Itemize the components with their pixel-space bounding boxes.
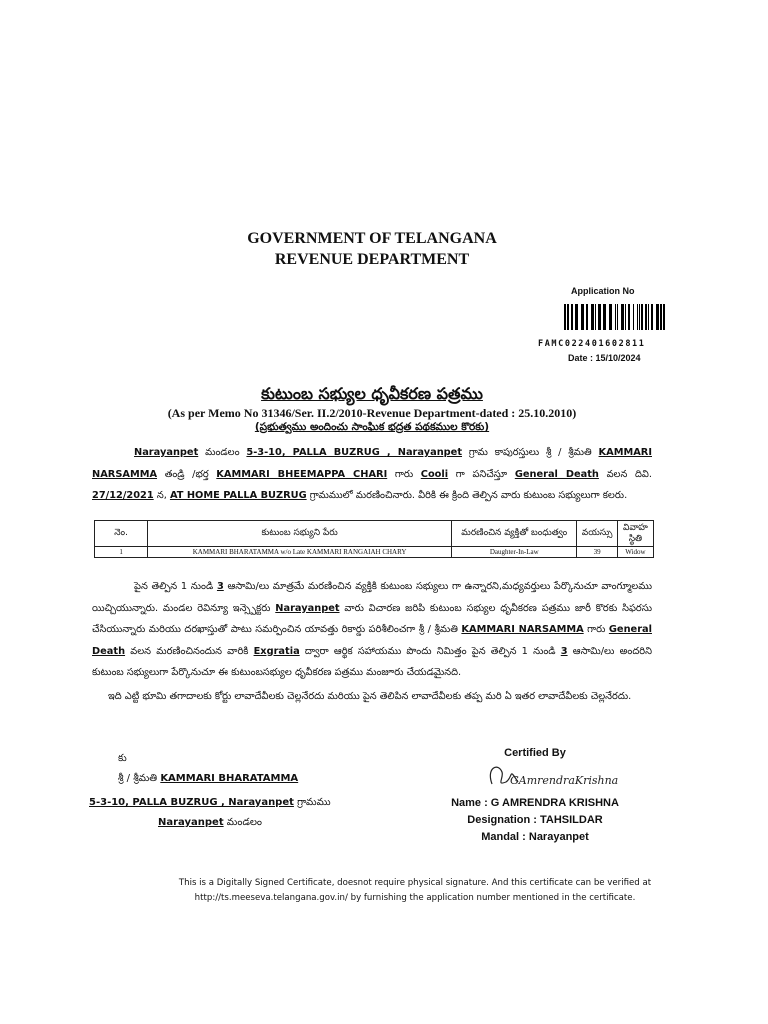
tahsildar-signature [484, 758, 619, 794]
scheme-name: Exgratia [253, 645, 300, 657]
government-name: GOVERNMENT OF TELANGANA [247, 230, 497, 247]
deceased-name: KAMMARI NARSAMMA [92, 447, 652, 480]
document-header [0, 228, 744, 270]
address: 5-3-10, PALLA BUZRUG , Narayanpet [246, 447, 463, 458]
text: మండలం [198, 447, 247, 458]
recipient-mandal-line [158, 816, 262, 830]
officer-designation: Designation : TAHSILDAR [467, 814, 603, 826]
column-header: వయస్సు [577, 521, 617, 547]
text: మండలం [223, 817, 262, 828]
digital-signature-note: This is a Digitally Signed Certificate, doesnot require physical signature. And this certificate can be verified at http://ts.meeseva.telangana.gov.in/ by furnishing the application number mentioned in the certificate. [178, 878, 652, 903]
table-cell: 39 [577, 547, 617, 558]
signature-text: GAmrendraKrishna [510, 774, 619, 787]
validity-paragraph: ఇది ఎట్టి భూమి తగాదాలకు కోర్టు లావాదేవీలకు చెల్లనేరదు మరియు పైన తెలిపిన లావాదేవీలకు తప్ప మరి ఏ ఇతర లావాదేవీలకు చెల్లనేరదు. [108, 691, 632, 702]
text: ఆసామి/లు మాత్రమే మరణించిన వ్యక్తికి కుటుంబ సభ్యులు గా ఉన్నారని,మధ్యవర్తులు పేర్కొనుచూ వాంగ్మూలము యిచ్చియున్నారు. మండల రెవిన్యూ ఇన్స్పెక్టరు [92, 581, 652, 614]
certificate-purpose: (ప్రభుత్వము అందించు సాంఘిక భద్రత పథకముల కొరకు) [254, 421, 490, 433]
date-of-death: 27/12/2021 [92, 490, 154, 501]
table-cell: KAMMARI BHARATAMMA w/o Late KAMMARI RANGAIAH CHARY [148, 547, 452, 558]
text: గా పనిచేస్తూ [448, 468, 515, 480]
recipient-mandal: Narayanpet [158, 817, 224, 828]
column-header: వివాహ స్థితి [617, 521, 653, 547]
text: గారు [387, 468, 421, 480]
table-cell: Daughter-In-Law [452, 547, 577, 558]
application-number-label: Application No [571, 286, 635, 296]
member-count: 3 [560, 645, 568, 657]
text: ద్వారా ఆర్థిక సహాయము పొందు నిమిత్తం పైన తెల్పిన 1 నుండి [299, 645, 561, 657]
table-cell: 1 [95, 547, 148, 558]
cause-of-death: General Death [92, 624, 652, 657]
cause-of-death: General Death [514, 468, 599, 480]
text: వారు విచారణ జరిపి కుటుంబ సభ్యుల ధృవీకరణ పత్రము జారీ కొరకు సిఫరసు చేసియున్నారు మరియు దరఖాస్తుతో పాటు సమర్పించిన యావత్తు రికార్డు పరిశీలించగా శ్రీ / శ్రీమతి [92, 602, 653, 635]
application-number: FAMC022401602811 [538, 339, 646, 349]
text: తండ్రి /భర్త [157, 468, 217, 480]
table-row [95, 547, 654, 558]
text: గ్రామ కాపురస్తులు శ్రీ / శ్రీమతి [462, 447, 599, 458]
verification-paragraph [92, 576, 652, 684]
recipient-to: కు [118, 753, 127, 764]
father-name: KAMMARI BHEEMAPPA CHARI [216, 468, 388, 480]
text: ఆసామి/లు అందరిని కుటుంబ సభ్యులుగా పేర్కొనుచూ ఈ కుటుంబసభ్యుల ధృవీకరణ పత్రము మంజూరు చేయడమైనది. [92, 645, 652, 678]
text: శ్రీ / శ్రీమతి [118, 773, 161, 784]
text: వలన మరణించినందున వారికి [125, 645, 254, 657]
text: పైన తెల్పిన 1 నుండి [134, 581, 217, 592]
mandal-name: Narayanpet [134, 447, 199, 458]
column-header: నెం. [95, 521, 148, 547]
text: గారు [583, 624, 609, 635]
recipient-address-line [89, 796, 331, 810]
application-barcode [563, 304, 667, 330]
column-header: కుటుంబ సభ్యుని పేరు [148, 521, 452, 547]
place-of-death: AT HOME PALLA BUZRUG [169, 490, 307, 501]
recipient-address: 5-3-10, PALLA BUZRUG , Narayanpet [89, 797, 294, 808]
certificate-title: కుటుంబ సభ్యుల ధృవీకరణ పత్రము [261, 384, 483, 403]
text: న, [153, 490, 170, 501]
text: వలన దివి. [598, 468, 653, 480]
text: గ్రామములో మరణించినారు. వీరికి ఈ క్రింది తెల్పిన వారు కుటుంబ సభ్యులుగా కలరు. [306, 490, 628, 501]
occupation: Cooli [420, 468, 449, 480]
column-header: మరణించిన వ్యక్తితో బంధుత్వం [452, 521, 577, 547]
department-name: REVENUE DEPARTMENT [274, 251, 470, 268]
mandal-name: Narayanpet [275, 602, 340, 614]
memo-reference: (As per Memo No 31346/Ser. II.2/2010-Revenue Department-dated : 25.10.2010) [167, 406, 577, 420]
recipient-name: KAMMARI BHARATAMMA [160, 773, 299, 784]
text: గ్రామము [293, 797, 331, 808]
officer-name: Name : G AMRENDRA KRISHNA [451, 797, 619, 809]
certified-by-heading: Certified By [504, 747, 566, 759]
table-cell: Widow [617, 547, 653, 558]
recipient-name-line [118, 772, 298, 786]
application-date: Date : 15/10/2024 [568, 353, 641, 363]
table-header-row [95, 521, 654, 547]
deceased-details-paragraph [92, 442, 652, 507]
officer-mandal: Mandal : Narayanpet [481, 831, 589, 843]
family-members-table [94, 520, 654, 558]
deceased-name: KAMMARI NARSAMMA [461, 624, 584, 635]
member-count: 3 [216, 581, 224, 592]
